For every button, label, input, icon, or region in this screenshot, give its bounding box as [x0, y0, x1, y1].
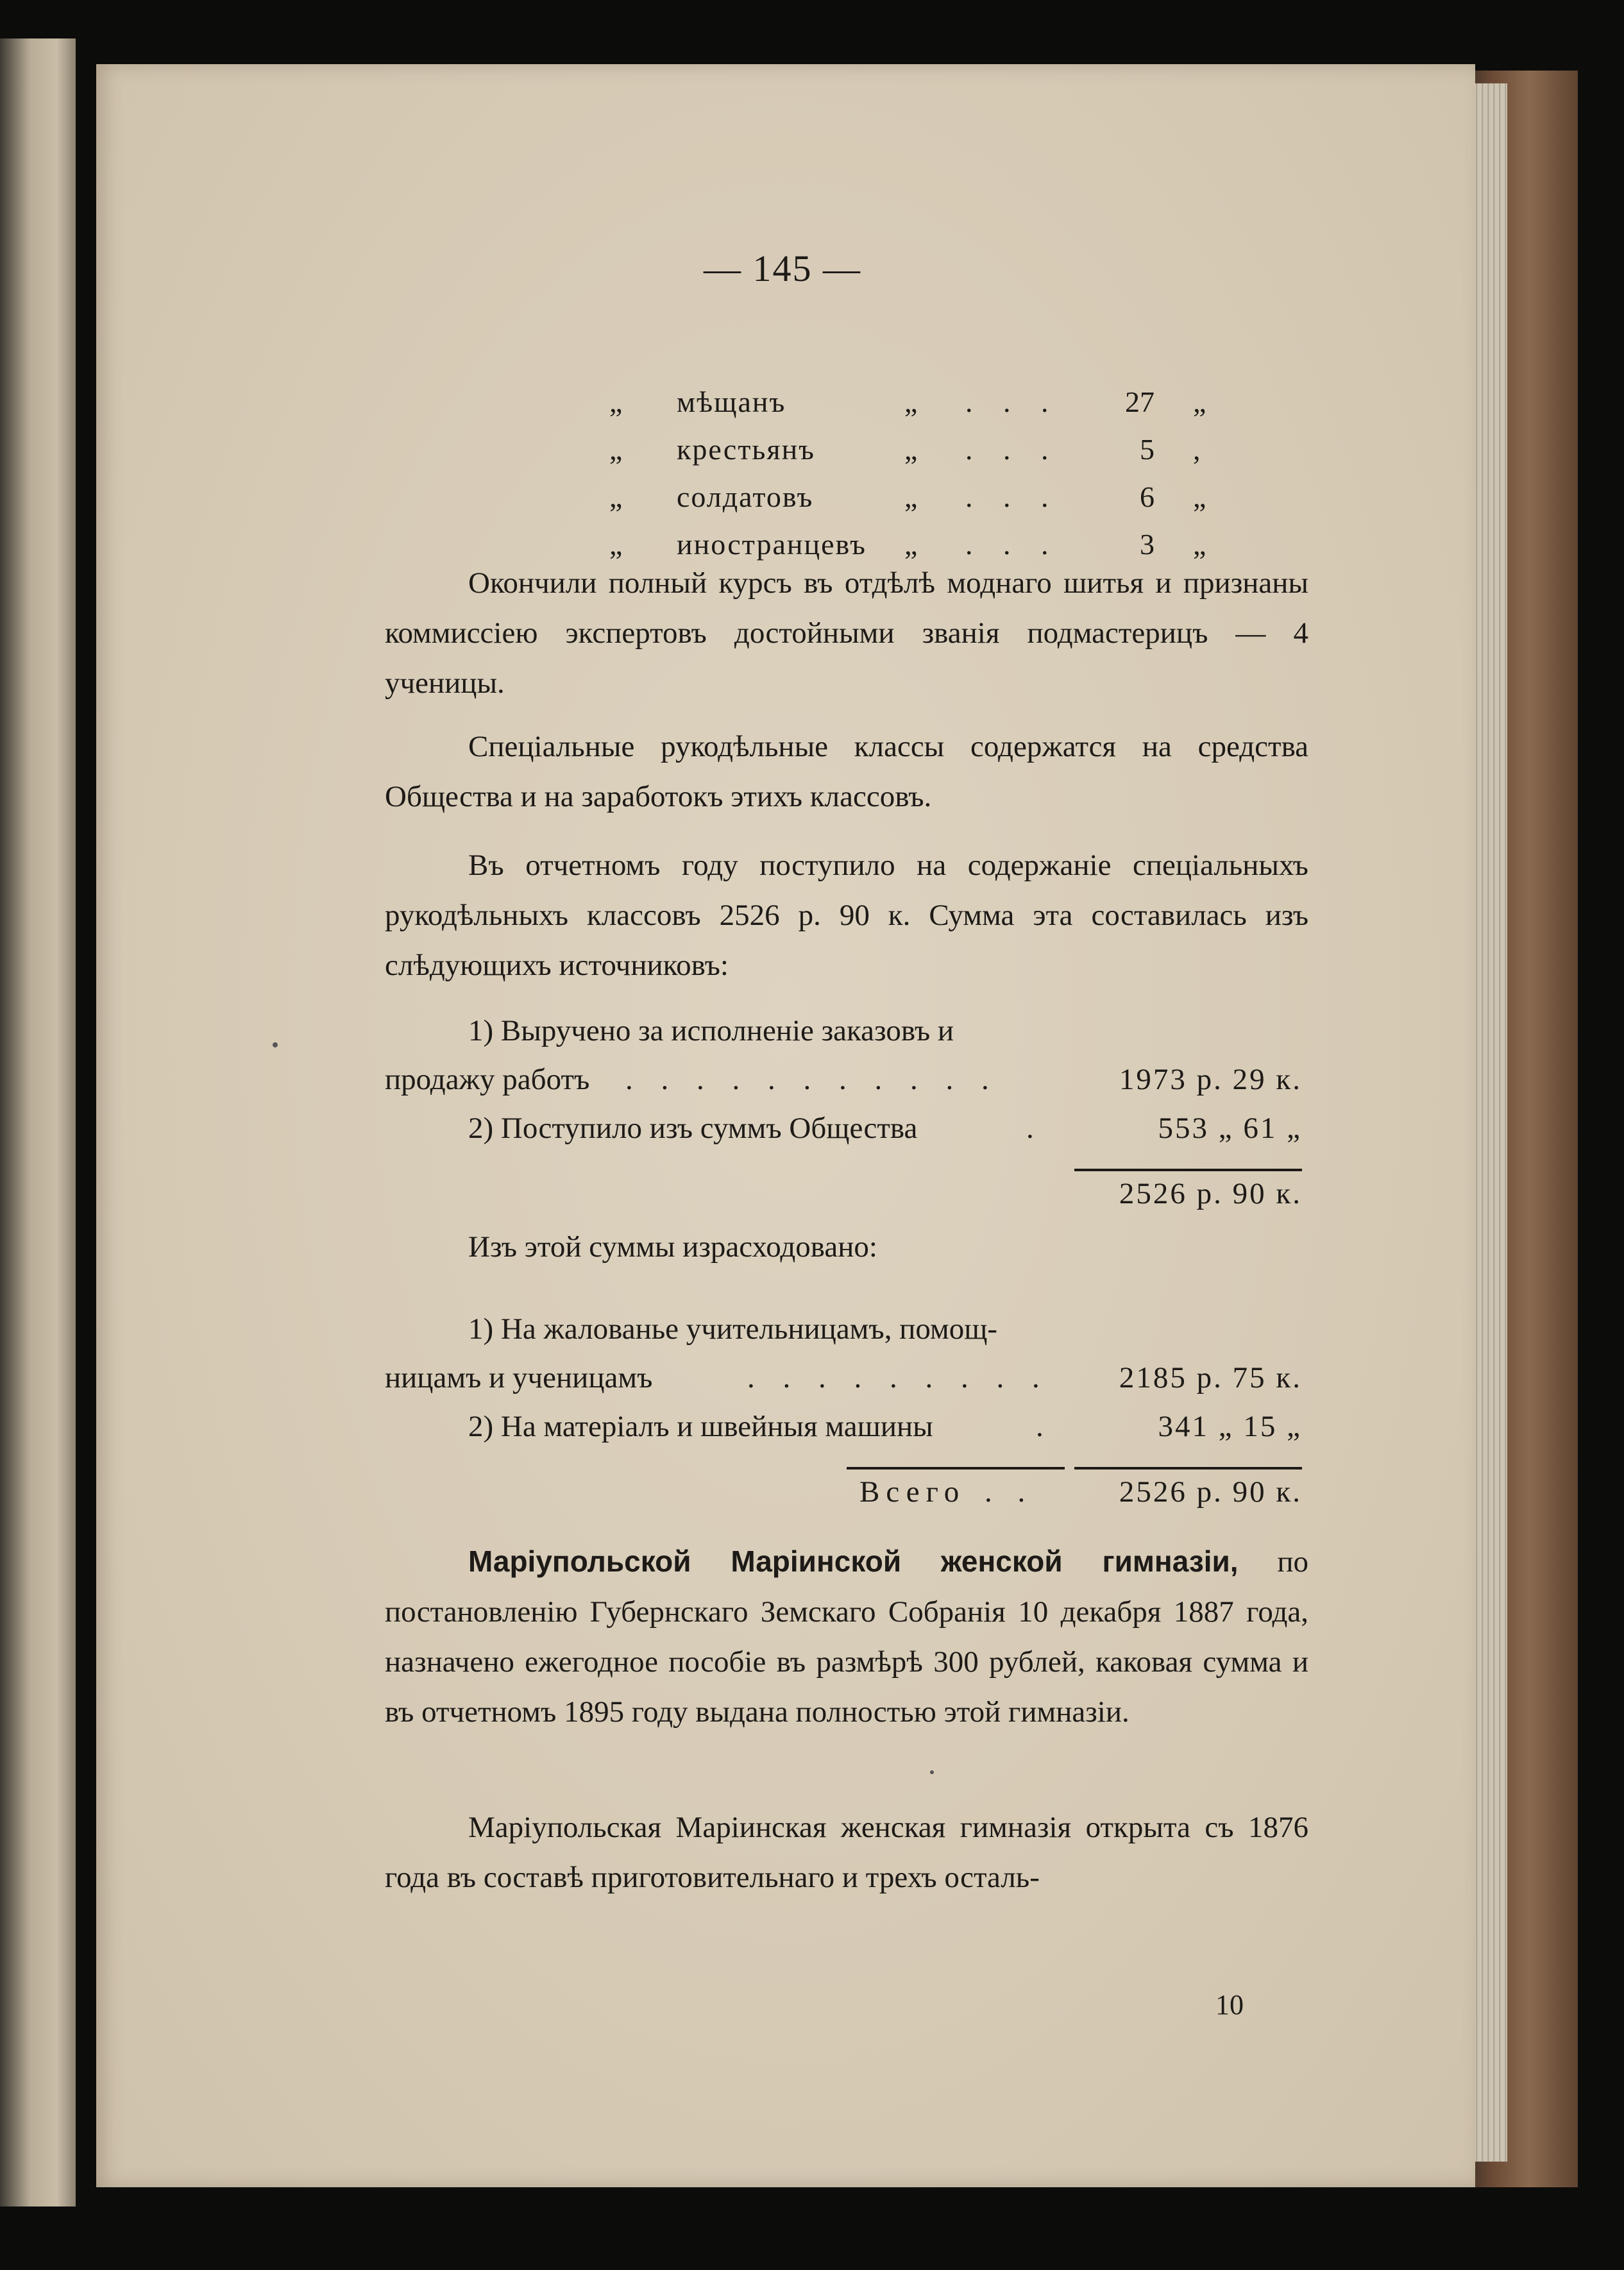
- ditto-mark: „: [1193, 480, 1206, 513]
- ledger-amount: 553 „ 61 „: [1158, 1112, 1302, 1145]
- sum-rule: [1074, 1467, 1302, 1470]
- income-ledger: [385, 1013, 1308, 1225]
- ledger-total-row: [385, 1475, 1308, 1523]
- page-number: — 145 —: [704, 248, 861, 289]
- dot-leader: . . .: [965, 528, 1060, 561]
- ditto-mark: „: [609, 385, 623, 418]
- class-count: 6: [1140, 480, 1155, 513]
- ditto-mark: „: [609, 433, 623, 466]
- class-label: мѣщанъ: [677, 385, 786, 418]
- ditto-mark: ,: [1193, 433, 1201, 466]
- ledger-row: [385, 1312, 1308, 1360]
- ledger-label: 1) Выручено за исполненiе заказовъ и: [468, 1014, 954, 1047]
- ditto-mark: „: [904, 528, 918, 561]
- ledger-amount: 1973 р. 29 к.: [1119, 1063, 1302, 1096]
- ledger-label: продажу работъ: [385, 1063, 590, 1096]
- ditto-mark: „: [609, 480, 623, 513]
- class-label: крестьянъ: [677, 433, 815, 466]
- ledger-total-row: [385, 1176, 1308, 1225]
- ditto-mark: „: [1193, 385, 1206, 418]
- dot-leader: . .: [985, 1475, 1035, 1509]
- left-page-edge: [0, 38, 76, 2206]
- sum-rule: [1074, 1169, 1302, 1171]
- ditto-mark: „: [1193, 528, 1206, 561]
- class-count: 3: [1140, 528, 1155, 561]
- ledger-amount: 341 „ 15 „: [1158, 1410, 1302, 1443]
- ledger-row: [385, 1062, 1308, 1111]
- ditto-mark: „: [904, 480, 918, 513]
- ledger-total-amount: 2526 р. 90 к.: [1119, 1177, 1302, 1210]
- list-item: [609, 385, 1238, 432]
- paragraph-expense-heading: Изъ этой суммы израсходовано:: [468, 1230, 877, 1264]
- ditto-mark: „: [609, 528, 623, 561]
- ledger-label: 2) Поступило изъ суммъ Общества: [468, 1112, 918, 1145]
- class-count: 27: [1125, 385, 1155, 418]
- dot-leader: . . .: [965, 480, 1060, 513]
- dot-leader: . . .: [965, 433, 1060, 466]
- ledger-label: ницамъ и ученицамъ: [385, 1361, 653, 1394]
- ledger-row: [385, 1409, 1308, 1458]
- dot-leader: . . . . . . . . . . .: [625, 1063, 999, 1096]
- paragraph-special-classes: Спецiальные рукодѣльные классы содержатся на средства Общества и на заработокъ этихъ классовъ.: [385, 730, 1308, 813]
- ledger-label: 1) На жалованье учительницамъ, помощ-: [468, 1312, 998, 1346]
- ledger-total-amount: 2526 р. 90 к.: [1119, 1475, 1302, 1509]
- ditto-mark: „: [904, 433, 918, 466]
- paragraph-gymnasium-history: Марiупольская Марiинская женская гимназiя открыта съ 1876 года въ составѣ приготовительнаго и трехъ осталь-: [385, 1811, 1308, 1894]
- paragraph-text: по постановленiю Губернскаго Земскаго Собранiя 10 декабря 1887 года, назначено ежегодное пособiе въ размѣрѣ 300 рублей, каковая сумма и въ отчетномъ 1895 году выдана полностью этой гимназiи.: [385, 1545, 1308, 1729]
- list-item: [609, 432, 1238, 480]
- ledger-row: [385, 1013, 1308, 1062]
- ditto-mark: „: [904, 385, 918, 418]
- ledger-total-label: Всего: [859, 1475, 966, 1509]
- ink-spot: [273, 1042, 278, 1047]
- class-composition-list: [609, 385, 1238, 575]
- expense-ledger: [385, 1312, 1308, 1523]
- paragraph-income-summary: Въ отчетномъ году поступило на содержанiе спецiальныхъ рукодѣльныхъ классовъ 2526 р. 90 к. Сумма эта составилась изъ слѣдующихъ источниковъ:: [385, 849, 1308, 982]
- ledger-row: [385, 1360, 1308, 1409]
- dot-leader: . . . . . . . . .: [747, 1361, 1050, 1394]
- dot-leader: .: [1036, 1410, 1044, 1443]
- ledger-label: 2) На матерiалъ и швейныя машины: [468, 1410, 933, 1443]
- list-item: [609, 480, 1238, 527]
- dot-leader: .: [1026, 1112, 1034, 1145]
- book-page: [96, 64, 1475, 2187]
- class-label: солдатовъ: [677, 480, 814, 513]
- gymnasium-name: Марiупольской Марiинской женской гимназiи,: [468, 1545, 1239, 1578]
- ledger-row: [385, 1111, 1308, 1160]
- paragraph-mariupol-gymnasium: [385, 1536, 1308, 1737]
- ink-spot: [930, 1770, 934, 1774]
- class-count: 5: [1140, 433, 1155, 466]
- class-label: иностранцевъ: [677, 528, 867, 561]
- dot-leader: . . .: [965, 385, 1060, 418]
- signature-mark: 10: [1215, 1989, 1244, 2020]
- ledger-amount: 2185 р. 75 к.: [1119, 1361, 1302, 1394]
- sum-rule: [847, 1467, 1065, 1470]
- paragraph-tailoring-graduates: Окончили полный курсъ въ отдѣлѣ моднаго шитья и признаны коммиссiею экспертовъ достойными званiя подмастерицъ — 4 ученицы.: [385, 566, 1308, 700]
